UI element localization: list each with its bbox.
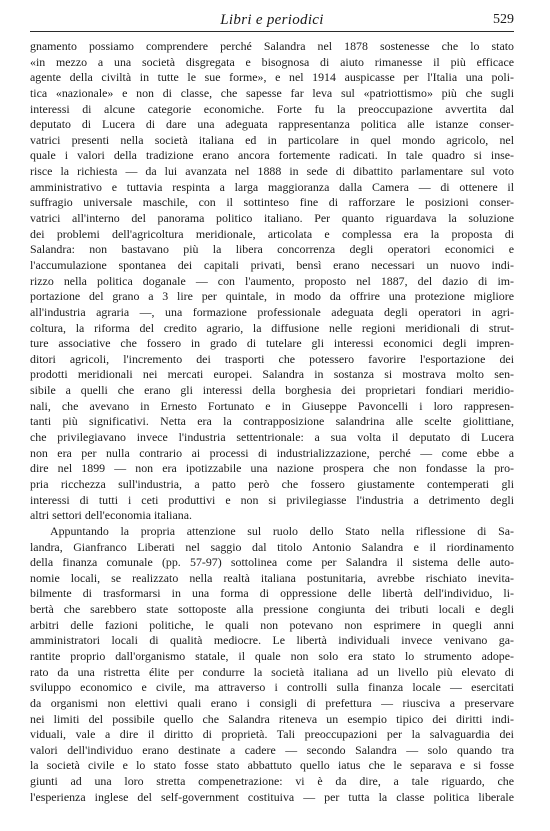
running-title: Libri e periodici	[220, 12, 324, 28]
text-line: della finanza comunale (pp. 57-97) sottolinea come per Salandra il sistema delle auto-	[30, 555, 514, 570]
text-line: dire nel 1899 — non era ipotizzabile una nazione prospera che non fondasse la pro-	[30, 461, 514, 476]
text-line: ture associative che fossero in grado di tutelare gli interessi economici degli impren-	[30, 336, 514, 351]
text-line: ditori agricoli, l'incremento dei trasporti che potessero favorire l'esportazione dei	[30, 351, 514, 366]
page-header	[30, 9, 514, 32]
text-line: vatrici presenti nella società italiana ed in particolare in quel mondo agricolo, nel	[30, 132, 514, 147]
text-line: l'accumulazione spontanea dei capitali privati, bensì erano necessari un nuovo indi-	[30, 257, 514, 272]
text-line: all'industria agraria —, una formazione professionale adeguata degli operatori in agri-	[30, 304, 514, 319]
text-line: pria ricchezza sull'industria, a patto però che fossero giustamente contemperati gli	[30, 476, 514, 491]
text-line: vatrici all'interno del panorama politico italiano. Per quanto riguardava la soluzione	[30, 211, 514, 226]
text-line: che privilegiavano invece l'industria settentrionale: a sua volta il deputato di Lucera	[30, 430, 514, 445]
text-line: amministrativo e tuttavia respinta a larga maggioranza dalla Camera — di ottenere il	[30, 179, 514, 194]
text-line: sibile a quelli che erano gli interessi della borghesia dei proprietari fondiari meridio-	[30, 383, 514, 398]
text-line: tica «nazionale» e non di classe, che sapesse far leva sul «patriottismo» più che sugli	[30, 85, 514, 100]
text-line: Salandra: non bastavano più la libera concorrenza degli operatori economici e	[30, 242, 514, 257]
text-line: interessi di alcune categorie economiche. Forte fu la preoccupazione avvertita dal	[30, 101, 514, 116]
text-line: deputato di Lucera di dare una adeguata rappresentanza politica alle istanze conser-	[30, 117, 514, 132]
text-line: rizzo nella politica doganale — con l'aumento, proposto nel 1887, del dazio di im-	[30, 273, 514, 288]
text-line: nali, che avevano in Ernesto Fortunato e in Giuseppe Pavoncelli i loro rappresen-	[30, 398, 514, 413]
text-line: risce la richiesta — da lui avanzata nel 1888 in sede di dibattito parlamentare sul voto	[30, 164, 514, 179]
text-line: bertà che sarebbero state sottoposte alla pressione congiunta dei tributi locali e degli	[30, 602, 514, 617]
text-line: giunti ad una loro stretta compenetrazione: vi è da dire, a tale riguardo, che	[30, 774, 514, 789]
text-line: gnamento possiamo comprendere perché Salandra nel 1878 sostenesse che lo stato	[30, 39, 514, 53]
text-line: l'esperienza inglese del self-government costituiva — per tutta la classe politica liberale	[30, 789, 514, 804]
text-line: Appuntando la propria attenzione sul ruolo dello Stato nella riflessione di Sa-	[50, 523, 514, 538]
text-line: portazione del grano a 3 lire per quintale, in modo da offrire una protezione migliore	[30, 289, 514, 304]
text-line: tanti più significativi. Netta era la contrapposizione salandrina alle scelte giolittiane,	[30, 414, 514, 429]
text-line: landra, Gianfranco Liberati nel saggio dal titolo Antonio Salandra e il riordinamento	[30, 539, 514, 554]
text-line: non era per nulla contrario ai processi di industrializzazione, perché — come ebbe a	[30, 445, 514, 460]
text-line: nomie locali, se realizzato nella realtà italiana postunitaria, avrebbe rischiato inevita-	[30, 570, 514, 585]
text-line: sviluppo economico e civile, ma attraverso i controlli sulla finanza locale — esercitati	[30, 680, 514, 695]
text-line: altri settori dell'economia italiana.	[30, 508, 192, 523]
text-line: «in mezzo a una società disgregata e bisognosa di aiuto rimanesse il più efficace	[30, 54, 514, 69]
text-line: rantite proprio dall'organismo statale, il quale non solo era stato lo strumento adope-	[30, 648, 514, 663]
text-line: prodotti meridionali nei mercati europei. Salandra in sostanza si mostrava molto sen-	[30, 367, 514, 382]
text-line: la società civile e lo stato fosse stato abbattuto quello iatus che le separava e si fosse	[30, 758, 514, 773]
text-line: nei limiti del possibile quello che Salandra riteneva un esempio tipico dei diritti indi-	[30, 711, 514, 726]
text-line: amministratori locali di qualità mediocre. Le libertà individuali invece venivano ga-	[30, 633, 514, 648]
text-line: suffragio universale maschile, con il sottinteso fine di rafforzare le posizioni conser-	[30, 195, 514, 210]
body-text	[30, 39, 514, 805]
text-line: quale i valori della tradizione erano ancora fortemente radicati. In tale quadro si inse-	[30, 148, 514, 163]
text-line: bilmente di trasformarsi in una forma di oppressione delle libertà dell'individuo, li-	[30, 586, 514, 601]
text-line: coltura, la riforma del credito agrario, la diffusione nelle regioni meridionali di strut-	[30, 320, 514, 335]
page-number: 529	[493, 12, 514, 27]
text-line: da organismi non elettivi quali erano i consigli di prefettura — riusciva a preservare	[30, 695, 514, 710]
text-line: interessi di tutti i ceti produttivi e non si privilegiasse l'industria a detrimento degli	[30, 492, 514, 507]
text-line: rato da una ristretta élite per condurre la società italiana ad un livello più elevato di	[30, 664, 514, 679]
text-line: valori dell'individuo erano destinate a cadere — secondo Salandra — solo quando tra	[30, 742, 514, 757]
text-line: agente della civiltà in tutte le sue forme», e nel 1914 auspicasse per l'Italia una poli-	[30, 70, 514, 85]
text-line: dei problemi dell'agricoltura meridionale, articolata e complessa era la proposta di	[30, 226, 514, 241]
text-line: arbitri delle fazioni politiche, le quali non potevano non esprimere in quegli anni	[30, 617, 514, 632]
text-line: viduali, vale a dire il diritto di proprietà. Tali preoccupazioni per la salvaguardia dei	[30, 727, 514, 742]
